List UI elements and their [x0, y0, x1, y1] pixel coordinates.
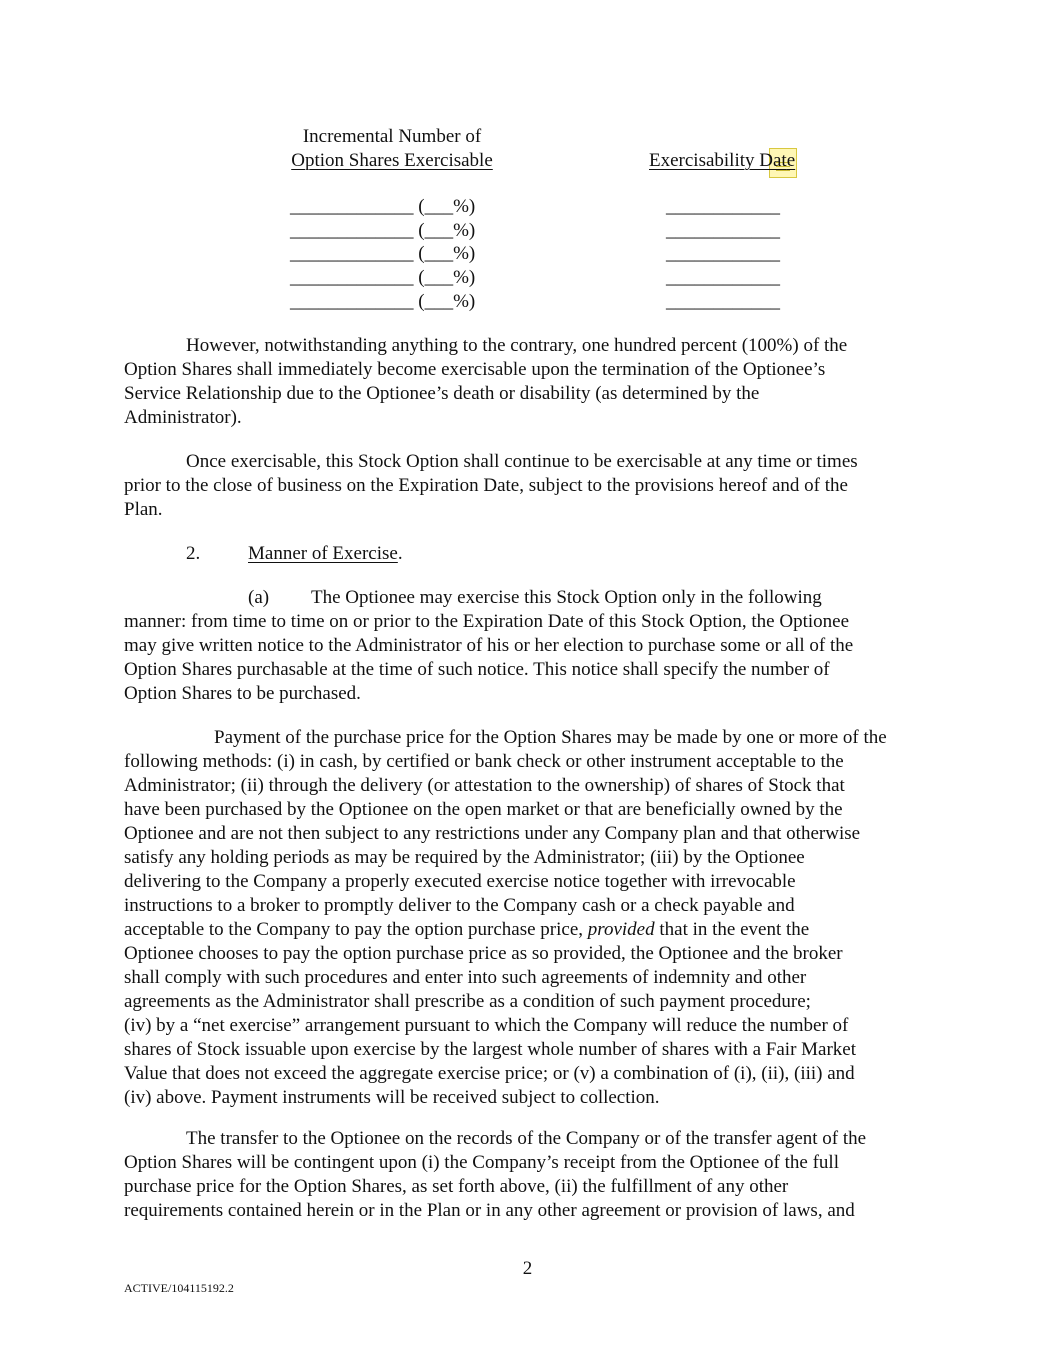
date-blank-row: ____________	[666, 220, 780, 241]
text-segment: that in the event the	[654, 919, 810, 940]
shares-blank-row: _____________ (___%)	[290, 267, 476, 288]
text-line: Service Relationship due to the Optionee’s death or disability (as determined by the	[124, 383, 760, 404]
text-line: Optionee and are not then subject to any restrictions under any Company plan and that otherwise	[124, 823, 861, 844]
column-header-date-part1: Exercisability D	[649, 150, 773, 171]
text-line: Option Shares purchasable at the time of such notice. This notice shall specify the number of	[124, 659, 830, 680]
section-heading	[248, 542, 403, 566]
text-line: instructions to a broker to promptly deliver to the Company cash or a check payable and	[124, 895, 795, 916]
shares-blank-row: _____________ (___%)	[290, 243, 476, 264]
date-blank-row: ____________	[666, 196, 780, 217]
text-line: requirements contained herein or in the Plan or in any other agreement or provision of laws, and	[124, 1200, 855, 1221]
paragraph-exercisable-period	[124, 450, 934, 522]
text-line: Payment of the purchase price for the Option Shares may be made by one or more of the	[214, 727, 887, 748]
text-line: Optionee chooses to pay the option purchase price as so provided, the Optionee and the broker	[124, 943, 843, 964]
document-id: ACTIVE/104115192.2	[124, 1281, 234, 1295]
text-line: (iv) by a “net exercise” arrangement pursuant to which the Company will reduce the number of	[124, 1015, 849, 1036]
text-line: Value that does not exceed the aggregate exercise price; or (v) a combination of (i), (ii), (iii) and	[124, 1063, 855, 1084]
text-line: Option Shares to be purchased.	[124, 683, 361, 704]
text-line: Plan.	[124, 499, 163, 520]
column-header-shares	[282, 125, 502, 173]
paragraph-manner-of-exercise	[124, 586, 934, 706]
text-line: Administrator).	[124, 407, 242, 428]
text-line: (iv) above. Payment instruments will be received subject to collection.	[124, 1087, 660, 1108]
date-blank-row: ____________	[666, 243, 780, 264]
column-header-shares-line2: Option Shares Exercisable	[291, 150, 493, 171]
text-line: following methods: (i) in cash, by certified or bank check or other instrument acceptable to the	[124, 751, 844, 772]
column-header-date-part3: e	[786, 150, 796, 171]
text-segment: acceptable to the Company to pay the option purchase price,	[124, 919, 588, 940]
text-line: have been purchased by the Optionee on the open market or that are beneficially owned by the	[124, 799, 843, 820]
paragraph-full-vesting	[124, 334, 934, 430]
section-title: Manner of Exercise	[248, 543, 398, 564]
column-header-shares-line1: Incremental Number of	[302, 126, 482, 147]
text-line: prior to the close of business on the Expiration Date, subject to the provisions hereof and of the	[124, 475, 848, 496]
text-segment-italic: provided	[587, 919, 655, 940]
text-line: satisfy any holding periods as may be required by the Administrator; (iii) by the Optionee	[124, 847, 805, 868]
text-line: Once exercisable, this Stock Option shall continue to be exercisable at any time or times	[186, 451, 858, 472]
text-line: The transfer to the Optionee on the records of the Company or of the transfer agent of the	[186, 1128, 867, 1149]
text-line: Option Shares shall immediately become exercisable upon the termination of the Optionee’s	[124, 359, 826, 380]
text-line: Administrator; (ii) through the delivery (or attestation to the ownership) of shares of Stock that	[124, 775, 845, 796]
text-line: agreements as the Administrator shall prescribe as a condition of such payment procedure;	[124, 991, 811, 1012]
paragraph-payment-methods	[124, 726, 934, 1110]
shares-blank-row: _____________ (___%)	[290, 291, 476, 312]
date-blank-row: ____________	[666, 267, 780, 288]
text-line: Option Shares will be contingent upon (i) the Company’s receipt from the Optionee of the full	[124, 1152, 839, 1173]
shares-blank-row: _____________ (___%)	[290, 220, 476, 241]
column-header-date-part2: at	[773, 150, 787, 171]
section-number: 2.	[186, 543, 201, 564]
subsection-label: (a)	[248, 587, 270, 608]
text-line: However, notwithstanding anything to the contrary, one hundred percent (100%) of the	[186, 335, 848, 356]
text-line-mixed	[124, 918, 934, 942]
text-line: manner: from time to time on or prior to the Expiration Date of this Stock Option, the Optionee	[124, 611, 850, 632]
shares-blank-row: _____________ (___%)	[290, 196, 476, 217]
text-line: shares of Stock issuable upon exercise by the largest whole number of shares with a Fair Market	[124, 1039, 857, 1060]
text-line: purchase price for the Option Shares, as set forth above, (ii) the fulfillment of any other	[124, 1176, 789, 1197]
paragraph-transfer	[124, 1127, 934, 1223]
text-line: shall comply with such procedures and enter into such agreements of indemnity and other	[124, 967, 807, 988]
text-line: delivering to the Company a properly executed exercise notice together with irrevocable	[124, 871, 796, 892]
text-line: The Optionee may exercise this Stock Option only in the following	[311, 587, 822, 608]
section-title-period: .	[397, 543, 403, 564]
text-line: may give written notice to the Administrator of his or her election to purchase some or all of the	[124, 635, 854, 656]
date-blank-row: ____________	[666, 291, 780, 312]
page-number: 2	[522, 1258, 533, 1279]
column-header-date	[649, 149, 795, 173]
